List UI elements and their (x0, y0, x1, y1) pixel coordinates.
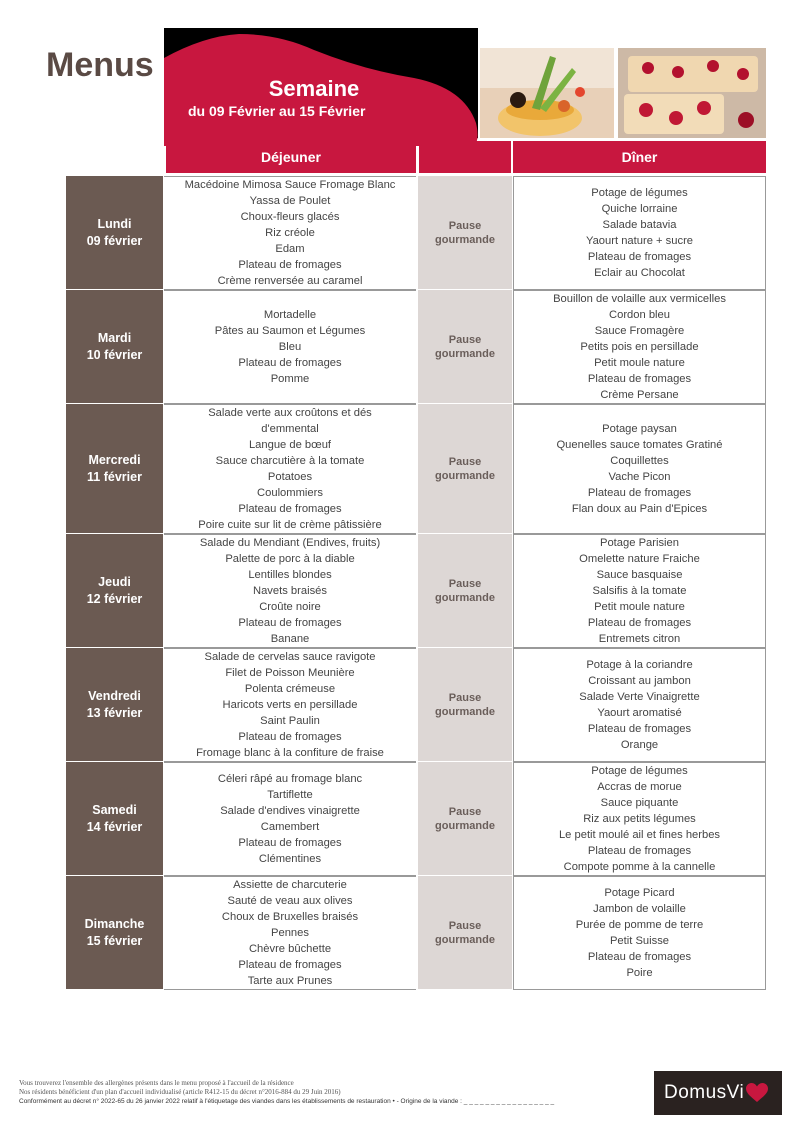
dinner-cell (513, 290, 766, 404)
day-name: Jeudi (98, 574, 131, 589)
lunch-cell-item: Yassa de Poulet (249, 195, 331, 207)
lunch-cell-item: Clémentines (258, 853, 322, 865)
day-row (66, 290, 766, 404)
lunch-cell-item: Assiette de charcuterie (233, 879, 347, 891)
day-name: Vendredi (88, 688, 141, 703)
pause-cell-item: Pause (448, 333, 482, 346)
lunch-cell-item: Banane (270, 633, 310, 645)
dinner-cell (513, 404, 766, 534)
dinner-cell-item: Omelette nature Fraiche (579, 553, 700, 565)
lunch-cell-item: Salade du Mendiant (Endives, fruits) (199, 537, 381, 549)
lunch-cell-item: Choux-fleurs glacés (240, 211, 340, 223)
lunch-cell-item: Coulommiers (257, 487, 323, 499)
day-date: 15 février (86, 933, 143, 948)
pause-cell-item: Pause (448, 919, 482, 932)
pause-cell-item: Pause (448, 805, 482, 818)
pause-cell-item: gourmande (435, 347, 495, 360)
pause-cell (418, 290, 512, 404)
day-label (66, 876, 163, 990)
dinner-cell (513, 176, 766, 290)
pause-cell-item: gourmande (435, 469, 495, 482)
dinner-cell-item: Plateau de fromages (587, 487, 692, 499)
dinner-cell-item: Salsifis à la tomate (592, 585, 687, 597)
dinner-cell-item: Salade batavia (602, 219, 677, 231)
date-range: du 09 Février au 15 Février (188, 103, 366, 119)
dinner-cell-item: Quenelles sauce tomates Gratiné (556, 439, 723, 451)
lunch-cell-item: Chèvre bûchette (248, 943, 332, 955)
dinner-cell (513, 762, 766, 876)
lunch-cell-item: Salade d'endives vinaigrette (220, 805, 360, 817)
lunch-cell-item: Plateau de fromages (238, 259, 342, 271)
lunch-cell-item: Plateau de fromages (238, 357, 342, 369)
pause-cell (418, 876, 512, 990)
lunch-header (166, 141, 416, 173)
pause-cell (418, 176, 512, 290)
day-name: Lundi (97, 216, 132, 231)
dinner-cell-item: Entremets citron (598, 633, 681, 645)
day-row (66, 176, 766, 290)
lunch-cell-item: Plateau de fromages (238, 503, 342, 515)
lunch-cell (164, 404, 416, 534)
dinner-cell-item: Petits pois en persillade (580, 341, 699, 353)
lunch-cell-item: Pomme (270, 373, 310, 385)
lunch-cell-item: Salade de cervelas sauce ravigote (204, 651, 376, 663)
lunch-cell (164, 534, 416, 648)
dinner-cell-item: Yaourt nature + sucre (585, 235, 694, 247)
pause-cell-item: gourmande (435, 819, 495, 832)
pause-cell-item: gourmande (435, 591, 495, 604)
day-date: 10 février (86, 347, 143, 362)
day-label (66, 176, 163, 290)
dinner-cell-item: Jambon de volaille (593, 903, 686, 915)
day-row (66, 404, 766, 534)
dinner-cell (513, 648, 766, 762)
pause-cell-item: Pause (448, 455, 482, 468)
day-label (66, 404, 163, 534)
lunch-cell-item: Navets braisés (253, 585, 327, 597)
lunch-cell-item: Camembert (260, 821, 320, 833)
lunch-cell-item: Plateau de fromages (238, 731, 342, 743)
dinner-cell-item: Plateau de fromages (587, 251, 692, 263)
day-date: 09 février (86, 233, 143, 248)
lunch-cell-item: Palette de porc à la diable (225, 553, 355, 565)
dinner-cell-item: Plateau de fromages (587, 723, 692, 735)
day-label (66, 290, 163, 404)
day-row (66, 534, 766, 648)
footer-meat-origin-note: Conformément au décret n° 2022-65 du 26 janvier 2022 relatif à l'étiquetage des viandes dans les établissements de restauration • - Origine de la viande : _ _ _ _ _ _ _ _ _ _ _ _ _ _ _ _ _ (19, 1098, 555, 1105)
pause-cell (418, 648, 512, 762)
lunch-cell-item: Plateau de fromages (238, 959, 342, 971)
week-label: Semaine (268, 76, 360, 101)
dinner-cell-item: Cordon bleu (609, 309, 670, 321)
lunch-cell (164, 176, 416, 290)
pause-cell (418, 762, 512, 876)
footer-allergens-note: Vous trouverez l'ensemble des allergènes présents dans le menu proposé à l'accueil de la résidence (19, 1079, 294, 1087)
lunch-cell-item: Bleu (278, 341, 302, 353)
day-name: Samedi (92, 802, 137, 817)
dinner-cell-item: Potage de légumes (591, 187, 688, 199)
pause-cell (418, 534, 512, 648)
lunch-cell-item: Macédoine Mimosa Sauce Fromage Blanc (184, 179, 396, 191)
week-banner (164, 28, 478, 154)
dinner-cell-item: Salade Verte Vinaigrette (579, 691, 700, 703)
dinner-cell-item: Eclair au Chocolat (594, 267, 685, 279)
day-date: 12 février (86, 591, 143, 606)
lunch-cell-item: Riz créole (265, 227, 315, 239)
lunch-cell-item: Saint Paulin (260, 715, 320, 727)
day-name: Dimanche (84, 916, 145, 931)
lunch-cell-item: Tartiflette (267, 789, 313, 801)
lunch-cell (164, 648, 416, 762)
lunch-cell-item: Sauté de veau aux olives (227, 895, 353, 907)
dinner-cell-item: Orange (620, 739, 659, 751)
dinner-cell-item: Flan doux au Pain d'Epices (571, 503, 708, 515)
footer-plan-note: Nos résidents bénéficient d'un plan d'accueil individualisé (article R412-15 du décret n°2016-884 du 29 Juin 2016) (19, 1088, 341, 1096)
heart-icon (746, 1083, 768, 1103)
dinner-cell-item: Croissant au jambon (588, 675, 691, 687)
dinner-cell-item: Potage paysan (602, 423, 677, 435)
dinner-cell-item: Plateau de fromages (587, 373, 692, 385)
day-date: 14 février (86, 819, 143, 834)
lunch-cell-item: Polenta crémeuse (244, 683, 336, 695)
day-row (66, 762, 766, 876)
lunch-cell-item: Croûte noire (259, 601, 321, 613)
lunch-cell-item: Crème renversée au caramel (217, 275, 363, 287)
lunch-cell-item: Pâtes au Saumon et Légumes (214, 325, 366, 337)
dinner-cell-item: Compote pomme à la cannelle (563, 861, 716, 873)
dinner-cell-item: Bouillon de volaille aux vermicelles (553, 293, 726, 305)
day-row (66, 876, 766, 990)
pause-header (419, 141, 511, 173)
lunch-cell-item: Fromage blanc à la confiture de fraise (196, 747, 384, 759)
dessert-photo-verrine (480, 48, 614, 138)
lunch-cell-item: Plateau de fromages (238, 617, 342, 629)
dinner-cell-item: Accras de morue (597, 781, 682, 793)
dinner-cell-item: Quiche lorraine (601, 203, 678, 215)
lunch-cell-item: Potatoes (267, 471, 313, 483)
pause-cell-item: gourmande (435, 933, 495, 946)
lunch-cell-item: Langue de bœuf (248, 439, 332, 451)
lunch-cell-item: Céleri râpé au fromage blanc (217, 773, 363, 785)
dinner-cell-item: Plateau de fromages (587, 951, 692, 963)
dinner-cell-item: Sauce piquante (600, 797, 679, 809)
lunch-header-label: Déjeuner (261, 149, 321, 165)
dinner-cell-item: Coquillettes (610, 455, 669, 467)
lunch-cell (164, 762, 416, 876)
logo-text: DomusVi (664, 1082, 745, 1103)
lunch-cell-item: Mortadelle (263, 309, 317, 321)
page-title: Menus (46, 46, 154, 84)
day-row (66, 648, 766, 762)
day-label (66, 534, 163, 648)
day-label (66, 648, 163, 762)
dinner-header-label: Dîner (621, 149, 658, 165)
dinner-cell-item: Petit Suisse (609, 935, 670, 947)
dinner-cell-item: Plateau de fromages (587, 845, 692, 857)
pause-cell-item: gourmande (435, 233, 495, 246)
footer-notes (19, 1079, 554, 1106)
dinner-cell-item: Petit moule nature (594, 357, 685, 369)
dinner-cell-item: Potage Parisien (600, 537, 679, 549)
day-label (66, 762, 163, 876)
lunch-cell-item: Edam (275, 243, 305, 255)
day-date: 13 février (86, 705, 143, 720)
dinner-cell-item: Potage Picard (604, 887, 675, 899)
dinner-cell-item: Poire (626, 967, 653, 979)
lunch-cell-item: Tarte aux Prunes (247, 975, 333, 987)
pause-cell-item: Pause (448, 219, 482, 232)
pause-cell (418, 404, 512, 534)
pause-cell-item: Pause (448, 691, 482, 704)
dinner-cell-item: Potage de légumes (591, 765, 688, 777)
lunch-cell-item: Poire cuite sur lit de crème pâtissière (198, 519, 382, 531)
dinner-header (513, 141, 766, 173)
dinner-cell (513, 534, 766, 648)
dinner-cell-item: Petit moule nature (594, 601, 685, 613)
lunch-cell (164, 876, 416, 990)
dinner-cell-item: Riz aux petits légumes (583, 813, 696, 825)
domusvi-logo (654, 1071, 782, 1115)
lunch-cell-item: Choux de Bruxelles braisés (221, 911, 359, 923)
dinner-cell (513, 876, 766, 990)
dinner-cell-item: Potage à la coriandre (586, 659, 693, 671)
dinner-cell-item: Crème Persane (600, 389, 679, 401)
lunch-cell-item: Salade verte aux croûtons et dés (208, 407, 372, 419)
dinner-cell-item: Plateau de fromages (587, 617, 692, 629)
lunch-cell (164, 290, 416, 404)
pause-cell-item: gourmande (435, 705, 495, 718)
day-date: 11 février (87, 469, 142, 484)
lunch-cell-item: Sauce charcutière à la tomate (215, 455, 365, 467)
dinner-cell-item: Sauce Fromagère (594, 325, 685, 337)
dinner-cell-item: Le petit moulé ail et fines herbes (558, 829, 721, 841)
dessert-photo-clafoutis (618, 48, 766, 138)
lunch-cell-item: d'emmental (261, 423, 319, 435)
day-name: Mercredi (88, 452, 141, 467)
lunch-cell-item: Lentilles blondes (248, 569, 332, 581)
lunch-cell-item: Filet de Poisson Meunière (225, 667, 355, 679)
dinner-cell-item: Vache Picon (608, 471, 671, 483)
pause-cell-item: Pause (448, 577, 482, 590)
dinner-cell-item: Purée de pomme de terre (575, 919, 704, 931)
lunch-cell-item: Plateau de fromages (238, 837, 342, 849)
dinner-cell-item: Sauce basquaise (596, 569, 683, 581)
lunch-cell-item: Haricots verts en persillade (222, 699, 358, 711)
day-name: Mardi (97, 330, 132, 345)
dinner-cell-item: Yaourt aromatisé (597, 707, 682, 719)
lunch-cell-item: Pennes (271, 927, 309, 939)
